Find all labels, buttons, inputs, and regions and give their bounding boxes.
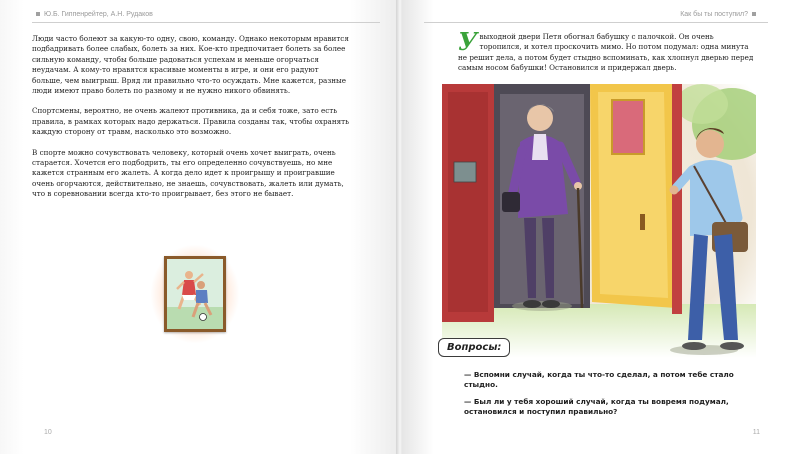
- questions-label: Вопросы:: [438, 338, 510, 357]
- right-page-number: 11: [752, 429, 760, 436]
- paragraph-3: В спорте можно сочувствовать человеку, который очень хочет выиграть, очень старается. Хочется его подбодрить, ты его определенно сочувствуешь, но мне кажется странным его жалеть. А когда дело идет к проигрышу и проигравшие очень огорчаются, действительно, не знаешь, сочувствовать, жалеть или думать, что в соревновании всегда кто-то проигрывает, без этого не бывает.: [32, 147, 344, 199]
- paragraph-2: Спортсмены, вероятно, не очень жалеют противника, да и себя тоже, зато есть правила, в рамках которых надо держаться. Правила созданы так, чтобы охранять каждую сторону от травм, насколько это возможно.: [32, 106, 350, 137]
- question-item: — Вспомни случай, когда ты что-то сделал, а потом тебе стало стыдно.: [464, 370, 734, 389]
- door-scene-illustration: [442, 84, 756, 358]
- drop-cap: У: [458, 27, 478, 56]
- left-running-head-text: Ю.Б. Гиппенрейтер, А.Н. Рудаков: [44, 11, 153, 18]
- left-body-text: [32, 34, 350, 210]
- football-players-icon: [167, 259, 223, 329]
- football-players-picture: [167, 259, 223, 329]
- left-page: [0, 0, 398, 454]
- football-illustration: [150, 244, 240, 344]
- question-item: — Был ли у тебя хороший случай, когда ты вовремя подумал, остановился и поступил правильно?: [464, 397, 729, 416]
- square-marker-icon: [752, 12, 756, 16]
- right-running-head: [680, 11, 760, 18]
- questions-list: [464, 370, 764, 424]
- intro-paragraph: выходной двери Петя обогнал бабушку с палочкой. Он очень торопился, и хотел проскочить мимо. Но потом подумал: одна минута не решит дела, а потом будет стыдно вспоминать, как хлопнул дверью перед самым носом бабушки! Остановился и придержал дверь.: [458, 32, 754, 73]
- right-running-head-text: Как бы ты поступил?: [680, 11, 748, 18]
- left-page-number: 10: [44, 429, 52, 436]
- right-page: [402, 0, 800, 454]
- square-marker-icon: [36, 12, 40, 16]
- picture-frame: [164, 256, 226, 332]
- header-rule: [424, 22, 768, 23]
- header-rule: [32, 22, 380, 23]
- right-body-text: [458, 27, 758, 74]
- left-running-head: [32, 11, 153, 18]
- paragraph-1: Люди часто болеют за какую-то одну, свою, команду. Однако некоторым нравится подбадривать более слабых, болеть за них. Кое-кто предпочитает болеть за более сильную команду, чтобы больше радоваться успехам и меньше огорчаться неудачам. А кому-то нравятся красивые моменты в игре, и они его радуют больше, чем выигрыш. Вряд ли правильно что-то осуждать. Мне кажется, разные люди имеют право болеть по разному и не нужно никого обвинять.: [32, 34, 349, 96]
- grandma-and-boy-at-door-picture: [442, 84, 756, 358]
